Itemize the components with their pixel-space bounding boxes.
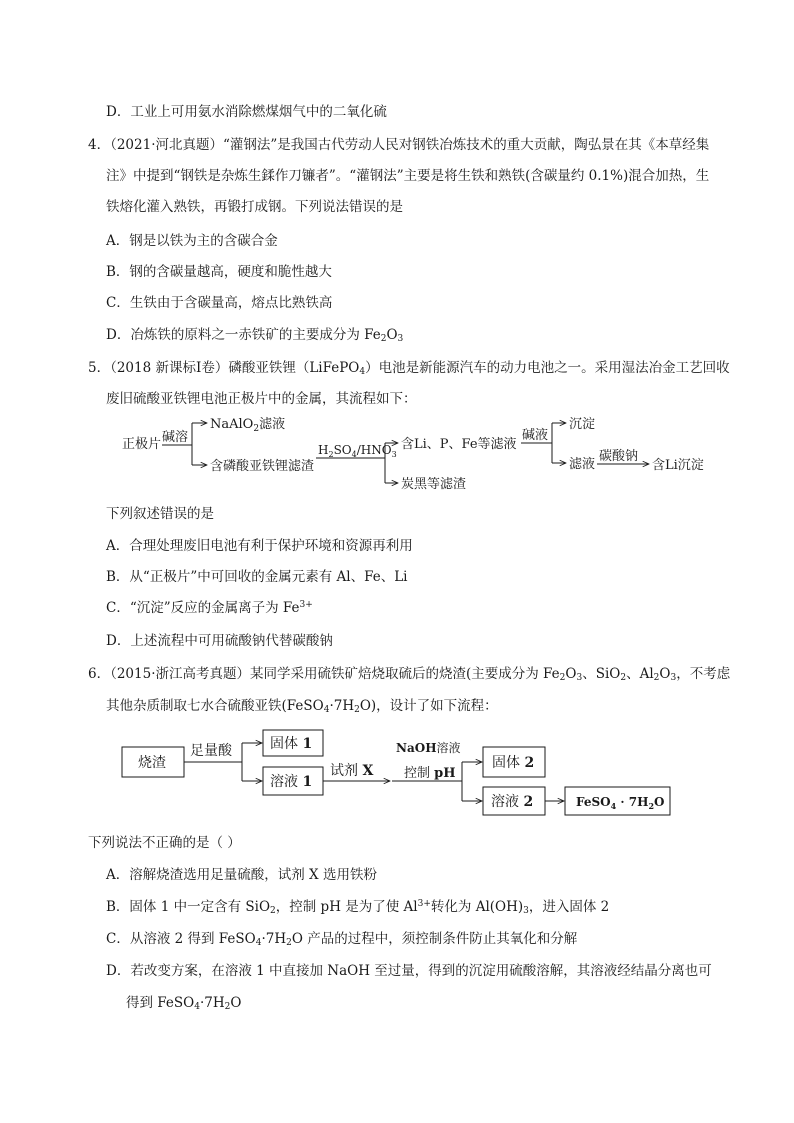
- q4-stem-line3: 铁熔化灌入熟铁，再锻打成钢。下列说法错误的是: [106, 199, 403, 215]
- q6-sub: 2: [354, 705, 360, 715]
- q6-option-d-line2-a: 得到 FeSO: [126, 995, 195, 1011]
- q6-sub: 4: [255, 938, 262, 948]
- flow-upper-product: NaAlO$_2$滤液: [210, 417, 286, 434]
- q5-option-c-sup: 3+: [299, 600, 313, 610]
- q6-sub: 2: [559, 673, 566, 683]
- q4-stem-line1: 4．（2021·河北真题）“灌钢法”是我国古代劳动人民对钢铁冶炼技术的重大贡献，陶弘景在其《本草经集: [88, 137, 710, 153]
- q4-option-d-text: D．冶炼铁的原料之一赤铁矿的主要成分为 Fe: [106, 327, 381, 343]
- q5-option-c: [106, 599, 313, 617]
- q6-sub: 2: [270, 906, 276, 916]
- q6-option-d-line2-c: O: [230, 995, 242, 1011]
- q6-stem-line2-b: ·7H: [329, 698, 355, 714]
- q6-sub: 2: [620, 673, 627, 683]
- q6-option-c-a: C．从溶液 2 得到 FeSO: [106, 931, 256, 947]
- q6-sup: 3+: [417, 899, 431, 909]
- q4-option-c: C．生铁由于含碳量高，熔点比熟铁高: [106, 295, 333, 311]
- q6-option-c-b: ·7H: [261, 931, 287, 947]
- q6-sub: 3: [670, 673, 677, 683]
- q6-flow-diagram: [0, 727, 794, 827]
- q4-option-d-sub1: 2: [380, 334, 387, 344]
- q6-sub: 3: [576, 673, 583, 683]
- box-product-label: FeSO$_4$ · $7H_2O$: [576, 795, 665, 811]
- q5-option-a: A．合理处理废旧电池有利于保护环境和资源再利用: [106, 538, 413, 554]
- q5-option-b: B．从“正极片”中可回收的金属元素有 Al、Fe、Li: [106, 569, 408, 585]
- flow-step1-label: 碱溶: [162, 430, 189, 445]
- q5-stem-line1-a: 5．（2018 新课标Ⅰ卷）磷酸亚铁锂（LiFePO: [88, 360, 360, 376]
- q6-sub: 2: [286, 938, 292, 948]
- q6-option-b-a: B．固体 1 中一定含有 SiO: [106, 899, 271, 915]
- q5-stem-line2: 废旧硫酸亚铁锂电池正极片中的金属，其流程如下：: [106, 391, 417, 407]
- q6-stem-line2-a: 其他杂质制取七水合硫酸亚铁(FeSO: [106, 698, 324, 714]
- q4-option-b: B．钢的含碳量越高，硬度和脆性越大: [106, 264, 332, 280]
- q5-option-d: D．上述流程中可用硫酸钠代替碳酸钠: [106, 633, 333, 649]
- q6-option-c: [106, 930, 577, 948]
- flow-lower-product: 含磷酸亚铁锂滤渣: [210, 459, 315, 474]
- q6-option-b-c: 转化为 Al(OH): [430, 899, 524, 915]
- q3-option-d: D．工业上可用氨水消除燃煤烟气中的二氧化硫: [106, 104, 387, 120]
- flow-mid-product: 含Li、P、Fe等滤液: [401, 437, 517, 452]
- ph-label: 控制 pH: [404, 766, 456, 781]
- box-solution2-label: 溶液 2: [491, 794, 534, 810]
- q6-option-d-line2-b: ·7H: [199, 995, 225, 1011]
- box-solution1-label: 溶液 1: [270, 774, 313, 790]
- flow-step3-label: 碱液: [522, 428, 549, 443]
- q6-sub: 4: [323, 705, 330, 715]
- q5-option-c-text: C．“沉淀”反应的金属离子为 Fe: [106, 600, 300, 616]
- q6-stem-line1: [88, 665, 730, 683]
- naoh-label: NaOH溶液: [396, 741, 461, 755]
- flow-filtrate: 滤液: [569, 457, 596, 472]
- box-solid1-label: 固体 1: [270, 736, 313, 752]
- q6-sub: 2: [224, 1002, 231, 1012]
- q5-stem-line1: [88, 359, 730, 377]
- q6-option-d-line2: [126, 994, 241, 1012]
- q6-question: 下列说法不正确的是（ ）: [88, 835, 241, 851]
- flow-start-label: 正极片: [122, 437, 162, 452]
- q4-option-a: A．钢是以铁为主的含碳合金: [106, 233, 278, 249]
- q5-stem-line1-sub: 4: [359, 367, 366, 377]
- q6-option-d-line1: D．若改变方案，在溶液 1 中直接加 NaOH 至过量，得到的沉淀用硫酸溶解，其溶液经结晶分离也可: [106, 963, 712, 979]
- q5-flow-diagram: [0, 415, 794, 515]
- q4-stem-line2: 注》中提到“钢铁是杂炼生鍒作刀镰者”。“灌钢法”主要是将生铁和熟铁(含碳量约 0.1%)混合加热，生: [106, 168, 710, 184]
- q4-option-d-sub2: 3: [397, 334, 404, 344]
- q6-option-c-c: O 产品的过程中，须控制条件防止其氧化和分解: [291, 931, 578, 947]
- q5-question: 下列叙述错误的是: [106, 506, 214, 522]
- flow-final-product: 含Li沉淀: [652, 458, 704, 473]
- flow-precipitate: 沉淀: [569, 417, 596, 432]
- acid-label: 足量酸: [190, 743, 232, 759]
- q6-stem-line1-c: 、SiO: [582, 666, 621, 682]
- q6-option-b-d: ，进入固体 2: [528, 899, 610, 915]
- box-start-label: 烧渣: [138, 755, 166, 771]
- box-solid2-label: 固体 2: [492, 755, 535, 771]
- flow-residue: 炭黑等滤渣: [401, 477, 467, 492]
- q6-option-b: [106, 898, 609, 916]
- q6-option-b-b: ，控制 pH 是为了使 Al: [275, 899, 418, 915]
- q6-stem-line2-c: O)，设计了如下流程：: [359, 698, 498, 714]
- q6-stem-line1-d: 、Al: [626, 666, 654, 682]
- q6-stem-line1-f: ，不考虑: [676, 666, 731, 682]
- reagent-label: 试剂 X: [330, 763, 374, 779]
- flow-step4-label: 碳酸钠: [599, 449, 639, 464]
- flow-acid-label: $H_2SO_4/HNO_3$: [318, 443, 397, 459]
- q6-sub: 3: [523, 906, 529, 916]
- q6-option-a: A．溶解烧渣选用足量硫酸，试剂 X 选用铁粉: [106, 867, 377, 883]
- q6-sub: 4: [194, 1002, 200, 1012]
- q4-option-d-mid: O: [386, 327, 398, 343]
- q6-stem-line1-b: O: [565, 666, 577, 682]
- q6-stem-line1-e: O: [659, 666, 671, 682]
- q6-stem-line1-a: 6．（2015·浙江高考真题）某同学采用硫铁矿焙烧取硫后的烧渣(主要成分为 Fe: [88, 666, 560, 682]
- q4-option-d: [106, 326, 403, 344]
- q5-stem-line1-b: ）电池是新能源汽车的动力电池之一。采用湿法冶金工艺回收: [365, 360, 730, 376]
- q6-sub: 2: [653, 673, 660, 683]
- q6-stem-line2: [106, 697, 498, 715]
